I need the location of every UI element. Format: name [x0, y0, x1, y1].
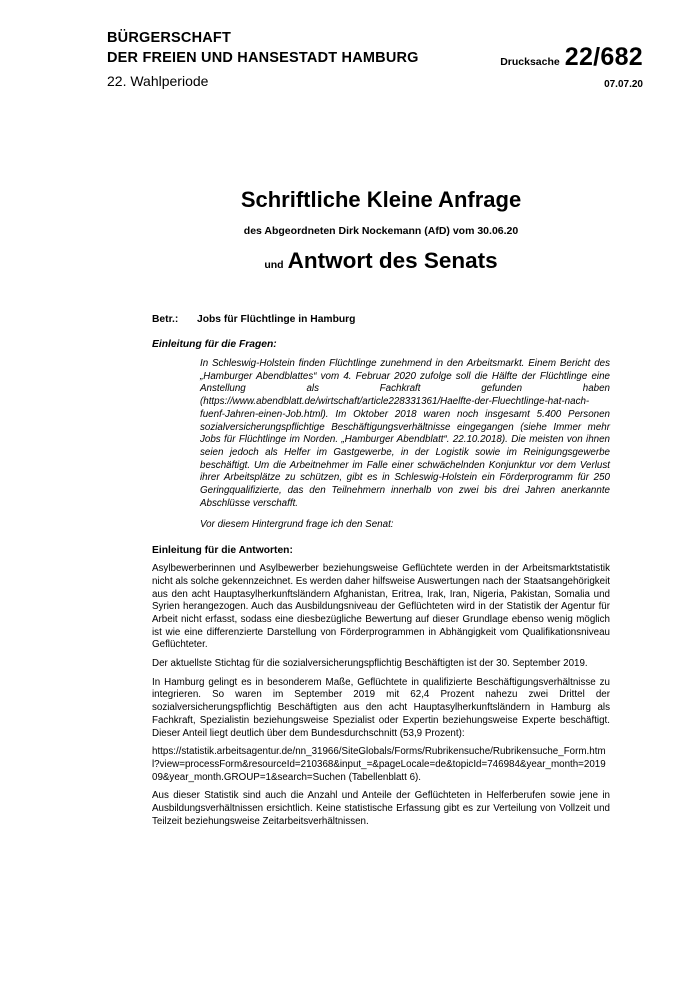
answers-paragraph: Asylbewerberinnen und Asylbewerber beziehungsweise Geflüchtete werden in der Arbeitsmarktstatistik nicht als solche gekennzeichnet. Es werden daher hilfsweise Auswertungen nach der Staatsangehörigkeit aus den acht Hauptasylherkunftsländern Afghanistan, Eritrea, Irak, Iran, Nigeria, Pakistan, Somalia und Syrien herangezogen. Auch das Ausbildungsniveau der Geflüchteten wird in der Statistik der Agentur für Arbeit nicht erfasst, sodass eine diesbezügliche Bewertung auf dieser Grundlage ebenso wenig möglich ist wie eine differenzierte Darstellung von Förderprogrammen in Abhängigkeit vom Qualifikationsniveau Geflüchteter. [152, 563, 611, 651]
subject-row [152, 313, 610, 326]
legislative-period: 22. Wahlperiode [107, 73, 209, 89]
questions-intro-closing: Vor diesem Hintergrund frage ich den Senat: [200, 519, 394, 531]
drucksache-row [500, 44, 643, 71]
answer-title-line [152, 247, 610, 279]
drucksache-number: 22/682 [564, 43, 643, 71]
answer-title-connector: und [264, 259, 284, 271]
drucksache-label: Drucksache [500, 56, 560, 68]
answers-intro-heading: Einleitung für die Antworten: [152, 545, 293, 557]
answers-paragraph: Der aktuellste Stichtag für die sozialversicherungspflichtig Beschäftigten ist der 30. September 2019. [152, 658, 588, 670]
answers-paragraph: Aus dieser Statistik sind auch die Anzahl und Anteile der Geflüchteten in Helferberufen sowie jene in Ausbildungsverhältnissen ersichtlich. Keine statistische Erfassung gibt es zur Verteilung von Vollzeit und Teilzeit beziehungsweise Zeitarbeitsverhältnissen. [152, 790, 610, 827]
title-block [152, 187, 610, 279]
answers-intro-block [152, 563, 610, 828]
answer-title: Antwort des Senats [287, 248, 498, 273]
subject-text: Jobs für Flüchtlinge in Hamburg [197, 314, 356, 325]
issuer-block [107, 28, 419, 91]
questions-intro-block [200, 358, 610, 532]
statistics-url-paragraph: https://statistik.arbeitsagentur.de/nn_31966/SiteGlobals/Forms/Rubrikensuche/Rubrikensuche_Form.html?view=processForm&resourceId=210368&input_=&pageLocale=de&topicId=746984&year_month=201909&year_month.GROUP=1&search=Suchen (Tabellenblatt 6). [152, 746, 606, 783]
subject-label: Betr.: [152, 314, 179, 325]
questions-intro-heading: Einleitung für die Fragen: [152, 339, 277, 350]
document-header [107, 28, 643, 91]
issuer-line-2: DER FREIEN UND HANSESTADT HAMBURG [107, 50, 419, 66]
issuer-line-1: BÜRGERSCHAFT [107, 30, 232, 46]
document-body [152, 313, 610, 829]
title-subtitle: des Abgeordneten Dirk Nockemann (AfD) vom 30.06.20 [243, 225, 519, 237]
page-title: Schriftliche Kleine Anfrage [240, 187, 522, 212]
document-date: 07.07.20 [604, 79, 643, 90]
drucksache-block [500, 44, 643, 91]
answers-paragraph: In Hamburg gelingt es in besonderem Maße, Geflüchtete in qualifizierte Beschäftigungsverhältnisse zu integrieren. So waren im September 2019 mit 62,4 Prozent nahezu zwei Drittel der sozialversicherungspflichtig Beschäftigten aus den acht Hauptasylherkunftsländern in Hamburg als Fachkraft, Spezialistin beziehungsweise Spezialist oder Expertin beziehungsweise Experte beschäftigt. Dieser Anteil liegt deutlich über dem Bundesdurchschnitt (53,9 Prozent): [152, 676, 610, 739]
questions-intro-paragraph: In Schleswig-Holstein finden Flüchtlinge zunehmend in den Arbeitsmarkt. Einem Bericht des „Hamburger Abendblattes“ vom 4. Februar 2020 zufolge soll die Hälfte der Flüchtlinge eine Anstellung als Fachkraft gefunden haben (https://www.abendblatt.de/wirtschaft/article228331361/Haelfte-der-Fluechtlinge-hat-nach-fuenf-Jahren-einen-Job.html). Im Oktober 2018 waren noch insgesamt 5.400 Personen sozialversicherungspflichtige Beschäftigungsverhältnisse eingegangen (siehe Immer mehr Jobs für Flüchtlinge im Norden. „Hamburger Abendblatt“. 22.10.2018). Die meisten von ihnen seien jedoch als Helfer im Gastgewerbe, in der Logistik sowie im Reinigungsgewerbe beschäftigt. Um die Arbeitnehmer im Falle einer schwächelnden Konjunktur vor dem Verlust ihrer Arbeitsplätze zu schützen, gibt es in Schleswig-Holstein ein Förderprogramm für 250 Geringqualifizierte, das den Teilnehmern innerhalb von zwei bis drei Jahren anerkannte Abschlüsse verschafft. [200, 358, 610, 509]
